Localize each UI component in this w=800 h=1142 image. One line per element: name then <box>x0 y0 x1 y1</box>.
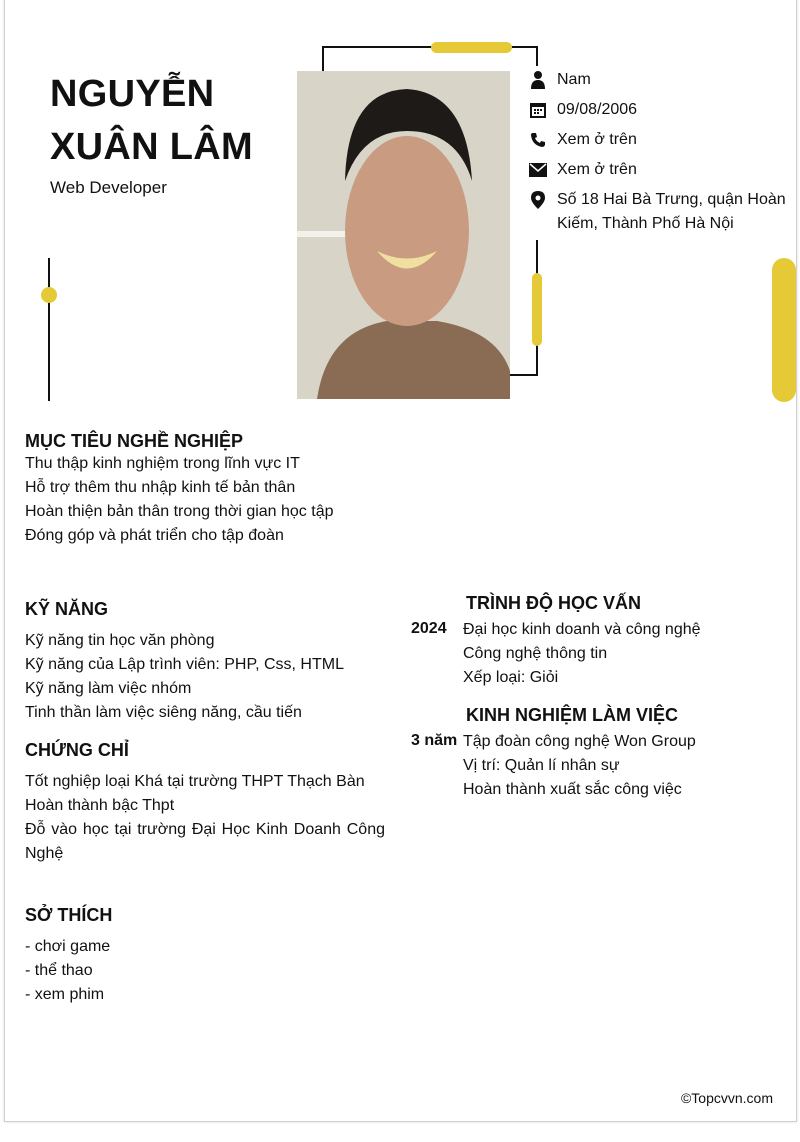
info-address: Số 18 Hai Bà Trưng, quận Hoàn Kiếm, Thành Phố Hà Nội <box>528 190 788 236</box>
info-gender: Nam <box>528 70 591 92</box>
hobbies-heading: SỞ THÍCH <box>25 905 113 925</box>
list-item: Hoàn thiện bản thân trong thời gian học tập <box>25 503 334 520</box>
skills-list <box>25 629 344 725</box>
list-item: Hoàn thành xuất sắc công việc <box>463 781 682 798</box>
list-item: Đại học kinh doanh và công nghệ <box>463 621 701 638</box>
objective-list <box>25 452 334 548</box>
frame-left <box>322 46 324 72</box>
footer-credit: ©Topcvvn.com <box>680 1090 773 1106</box>
full-name: NGUYỄN XUÂN LÂM <box>50 73 253 168</box>
list-item: Kỹ năng làm việc nhóm <box>25 680 192 697</box>
list-item: Tập đoàn công nghệ Won Group <box>463 733 696 750</box>
list-item: Kỹ năng tin học văn phòng <box>25 632 215 649</box>
list-item: Tốt nghiệp loại Khá tại trường THPT Thạch Bàn <box>25 773 365 790</box>
decor-bar-mid <box>532 273 542 346</box>
decor-dot <box>41 287 57 303</box>
education-list <box>463 618 701 690</box>
list-item: Công nghệ thông tin <box>463 645 608 662</box>
list-item: Thu thập kinh nghiệm trong lĩnh vực IT <box>25 455 300 472</box>
education-year: 2024 <box>411 620 447 637</box>
experience-duration: 3 năm <box>411 732 458 749</box>
certificates-list <box>25 770 385 866</box>
decor-line-left <box>48 258 50 401</box>
objective-heading: MỤC TIÊU NGHỀ NGHIỆP <box>25 431 244 451</box>
location-icon <box>528 190 548 210</box>
list-item: - chơi game <box>25 938 111 955</box>
certificates-heading: CHỨNG CHỈ <box>25 740 129 760</box>
frame-bottom <box>508 374 538 376</box>
list-item: - thể thao <box>25 962 93 979</box>
profile-photo <box>297 71 510 399</box>
list-item: Hỗ trợ thêm thu nhập kinh tế bản thân <box>25 479 296 496</box>
list-item: Đóng góp và phát triển cho tập đoàn <box>25 527 284 544</box>
list-item: Xếp loại: Giỏi <box>463 669 559 686</box>
list-item: Đỗ vào học tại trường Đại Học Kinh Doanh Công Nghệ <box>25 821 385 862</box>
experience-list <box>463 730 696 802</box>
list-item: Vị trí: Quản lí nhân sự <box>463 757 620 774</box>
list-item: Tinh thần làm việc siêng năng, cầu tiến <box>25 704 302 721</box>
skills-heading: KỸ NĂNG <box>25 599 109 619</box>
hobbies-list <box>25 935 110 1007</box>
person-icon <box>528 70 548 90</box>
education-heading: TRÌNH ĐỘ HỌC VẤN <box>466 593 641 613</box>
decor-bar-right <box>772 258 796 402</box>
frame-right-top <box>536 46 538 66</box>
mail-icon <box>528 160 548 180</box>
info-birthdate: 09/08/2006 <box>528 100 637 122</box>
info-phone: Xem ở trên <box>528 130 637 152</box>
job-title: Web Developer <box>50 178 167 197</box>
list-item: - xem phim <box>25 986 105 1003</box>
phone-icon <box>528 130 548 150</box>
experience-heading: KINH NGHIỆM LÀM VIỆC <box>466 705 679 725</box>
list-item: Kỹ năng của Lập trình viên: PHP, Css, HTML <box>25 656 344 673</box>
list-item: Hoàn thành bậc Thpt <box>25 797 175 814</box>
info-email: Xem ở trên <box>528 160 637 182</box>
decor-bar-top <box>431 42 512 53</box>
calendar-icon <box>528 100 548 120</box>
